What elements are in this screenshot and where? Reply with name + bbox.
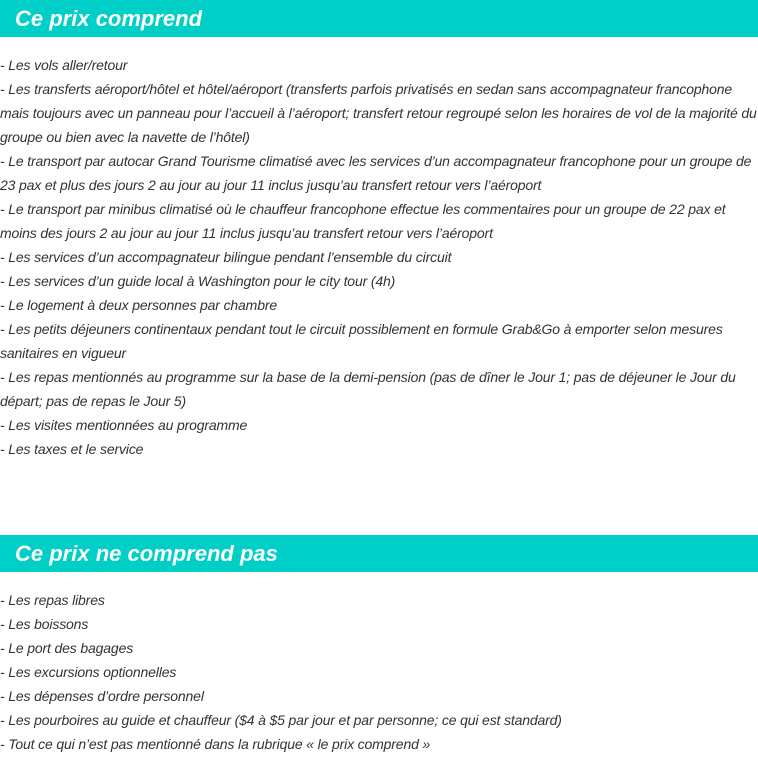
- list-item: - Les petits déjeuners continentaux pendant tout le circuit possiblement en formule Grab&Go à emporter selon mesures sanitaires en vigueur: [0, 321, 723, 361]
- list-item: - Les repas mentionnés au programme sur la base de la demi-pension (pas de dîner le Jour 1; pas de déjeuner le Jour du départ; pas de repas le Jour 5): [0, 369, 736, 409]
- list-item: - Les transferts aéroport/hôtel et hôtel/aéroport (transferts parfois privatisés en sedan sans accompagnateur francophone mais toujours avec un panneau pour l’accueil à l’aéroport; transfert retour regroupé selon les horaires de vol de la majorité du groupe ou bien avec la navette de l’hôtel): [0, 81, 757, 145]
- list-item: - Tout ce qui n’est pas mentionné dans la rubrique « le prix comprend »: [0, 736, 431, 752]
- list-item: - Les services d’un accompagnateur bilingue pendant l’ensemble du circuit: [0, 249, 452, 265]
- list-item: - Les pourboires au guide et chauffeur ($4 à $5 par jour et par personne; ce qui est standard): [0, 712, 562, 728]
- price-excludes-list: [0, 588, 758, 756]
- price-excludes-section: [0, 535, 758, 756]
- price-excludes-title: Ce prix ne comprend pas: [0, 535, 758, 572]
- list-item: - Les dépenses d’ordre personnel: [0, 688, 204, 704]
- list-item: - Les taxes et le service: [0, 441, 144, 457]
- list-item: - Le transport par minibus climatisé où le chauffeur francophone effectue les commentaires pour un groupe de 22 pax et moins des jours 2 au jour au jour 11 inclus jusqu’au transfert retour vers l’aéroport: [0, 201, 726, 241]
- list-item: - Les services d’un guide local à Washington pour le city tour (4h): [0, 273, 396, 289]
- list-item: - Le port des bagages: [0, 640, 134, 656]
- list-item: - Les repas libres: [0, 592, 105, 608]
- list-item: - Les vols aller/retour: [0, 57, 128, 73]
- list-item: - Le transport par autocar Grand Tourisme climatisé avec les services d’un accompagnateur francophone pour un groupe de 23 pax et plus des jours 2 au jour au jour 11 inclus jusqu’au transfert retour vers l’aéroport: [0, 153, 752, 193]
- list-item: - Le logement à deux personnes par chambre: [0, 297, 277, 313]
- list-item: - Les boissons: [0, 616, 89, 632]
- list-item: - Les excursions optionnelles: [0, 664, 177, 680]
- price-includes-title: Ce prix comprend: [0, 0, 758, 37]
- list-item: - Les visites mentionnées au programme: [0, 417, 248, 433]
- price-includes-list: [0, 53, 758, 461]
